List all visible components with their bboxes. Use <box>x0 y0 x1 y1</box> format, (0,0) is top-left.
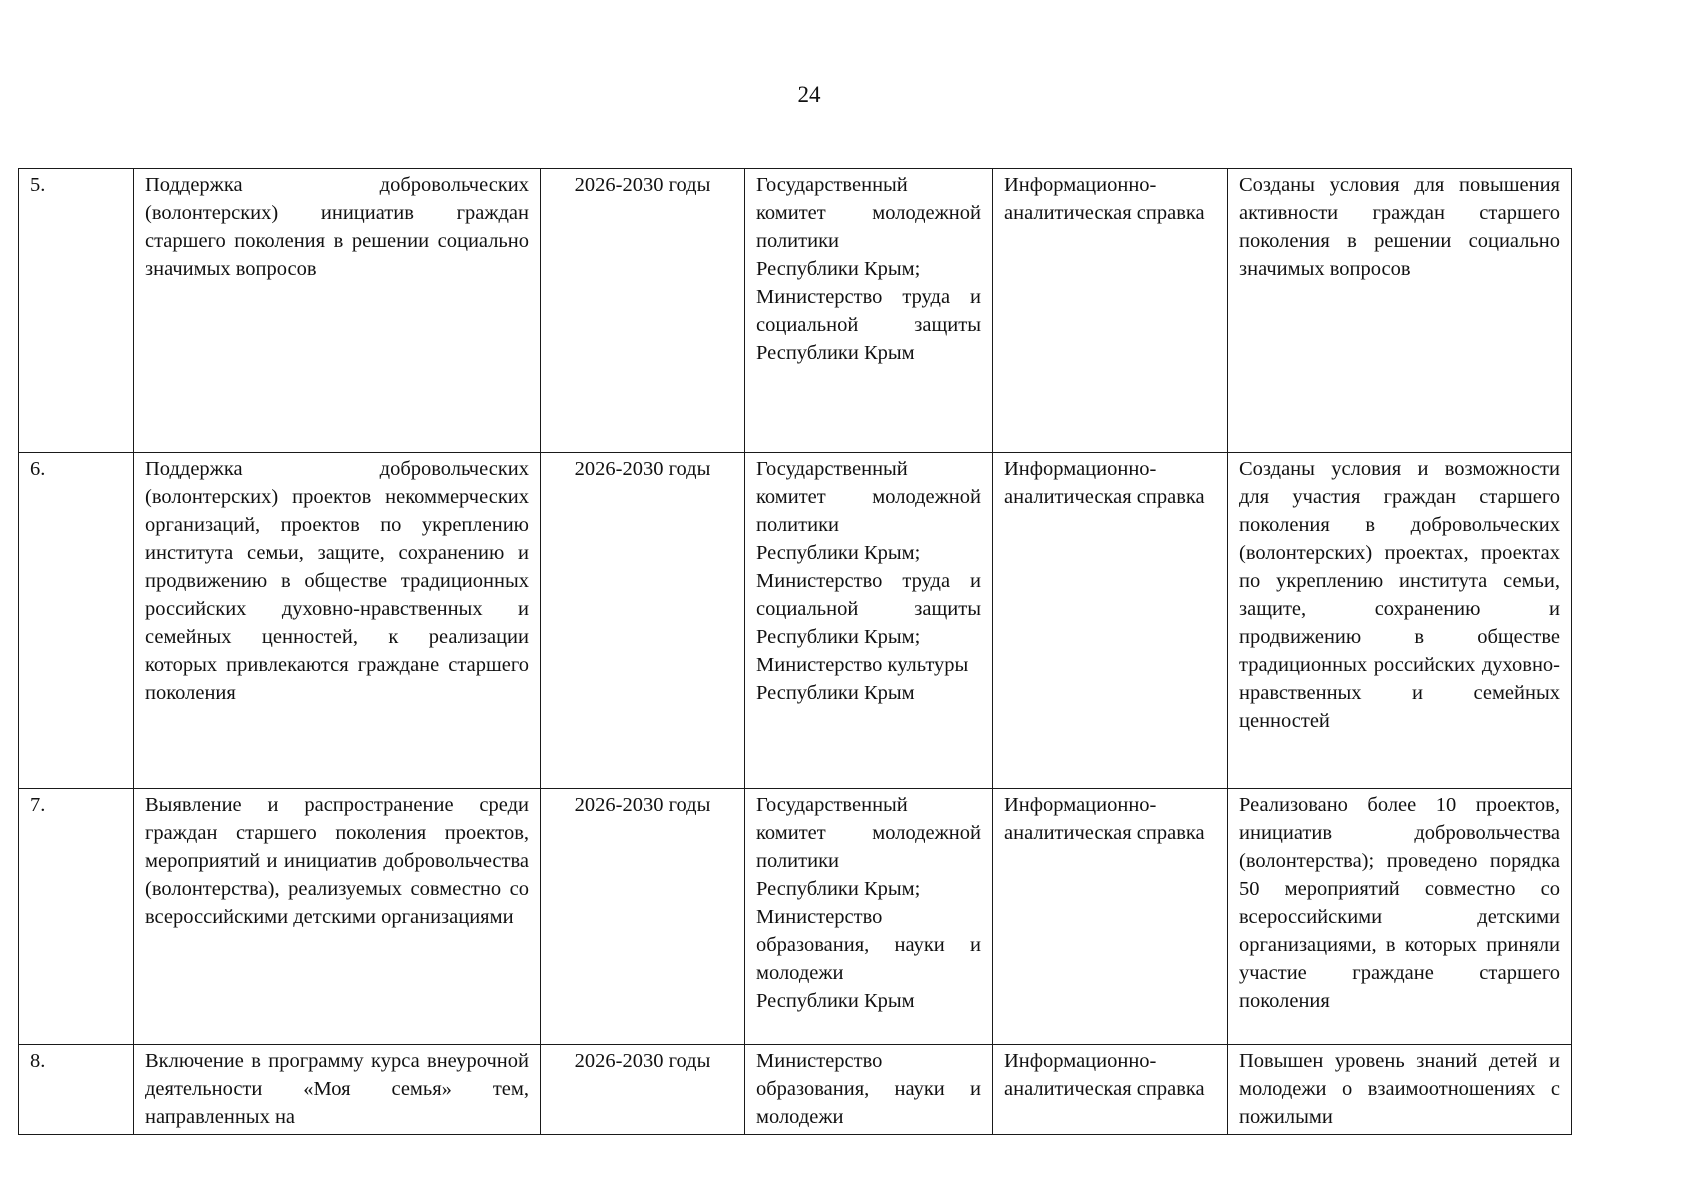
measure-cell: Выявление и распространение среди граждан старшего поколения проектов, мероприятий и инициатив добровольчества (волонтерства), реализуемых совместно со всероссийскими детскими организациями <box>134 789 541 1045</box>
executor-line: Государственный комитет молодежной политики <box>756 174 981 252</box>
expected-result-cell: Реализовано более 10 проектов, инициатив добровольчества (волонтерства); проведено порядка 50 мероприятий совместно со всероссийскими детскими организациями, в которых приняли участие граждане старшего поколения <box>1228 789 1572 1045</box>
measure-cell: Включение в программу курса внеурочной деятельности «Моя семья» тем, направленных на <box>134 1045 541 1135</box>
report-form-cell: Информационно-аналитическая справка <box>993 789 1228 1045</box>
expected-result-cell: Созданы условия и возможности для участия граждан старшего поколения в добровольческих (волонтерских) проектах, проектах по укреплению института семьи, защите, сохранению и продвижению в обществе традиционных российских духовно-нравственных и семейных ценностей <box>1228 453 1572 789</box>
executor-line: Республики Крым <box>756 682 915 704</box>
period-cell: 2026-2030 годы <box>541 789 745 1045</box>
expected-result-cell: Повышен уровень знаний детей и молодежи о взаимоотношениях с пожилыми <box>1228 1045 1572 1135</box>
expected-result-cell: Созданы условия для повышения активности граждан старшего поколения в решении социально значимых вопросов <box>1228 169 1572 453</box>
executors-cell <box>745 453 993 789</box>
executor-line: Министерство труда и социальной защиты Республики Крым; <box>756 570 981 648</box>
executor-line: Республики Крым; <box>756 258 921 280</box>
table-row <box>19 169 1572 453</box>
executor-line: Республики Крым <box>756 990 915 1012</box>
measure-cell: Поддержка добровольческих (волонтерских) проектов некоммерческих организаций, проектов по укреплению института семьи, защите, сохранению и продвижению в обществе традиционных российских духовно-нравственных и семейных ценностей, к реализации которых привлекаются граждане старшего поколения <box>134 453 541 789</box>
row-number: 5. <box>19 169 134 453</box>
table-row <box>19 789 1572 1045</box>
row-number: 8. <box>19 1045 134 1135</box>
report-form-cell: Информационно-аналитическая справка <box>993 169 1228 453</box>
report-form-cell: Информационно-аналитическая справка <box>993 453 1228 789</box>
executor-line: Государственный комитет молодежной политики <box>756 458 981 536</box>
executors-cell <box>745 789 993 1045</box>
period-cell: 2026-2030 годы <box>541 1045 745 1135</box>
period-cell: 2026-2030 годы <box>541 453 745 789</box>
table-row <box>19 453 1572 789</box>
measure-cell: Поддержка добровольческих (волонтерских) инициатив граждан старшего поколения в решении социально значимых вопросов <box>134 169 541 453</box>
measures-table <box>18 168 1572 1135</box>
executor-line: Министерство образования, науки и молодежи <box>756 1050 981 1128</box>
executors-cell <box>745 169 993 453</box>
executor-line: Министерство труда и социальной защиты Республики Крым <box>756 286 981 364</box>
table-row <box>19 1045 1572 1135</box>
report-form-cell: Информационно-аналитическая справка <box>993 1045 1228 1135</box>
executor-line: Государственный комитет молодежной политики <box>756 794 981 872</box>
period-cell: 2026-2030 годы <box>541 169 745 453</box>
executor-line: Министерство культуры <box>756 654 969 676</box>
row-number: 7. <box>19 789 134 1045</box>
row-number: 6. <box>19 453 134 789</box>
page-number: 24 <box>797 82 821 107</box>
executor-line: Республики Крым; <box>756 542 921 564</box>
executors-cell <box>745 1045 993 1135</box>
executor-line: Республики Крым; <box>756 878 921 900</box>
executor-line: Министерство образования, науки и молодежи <box>756 906 981 984</box>
